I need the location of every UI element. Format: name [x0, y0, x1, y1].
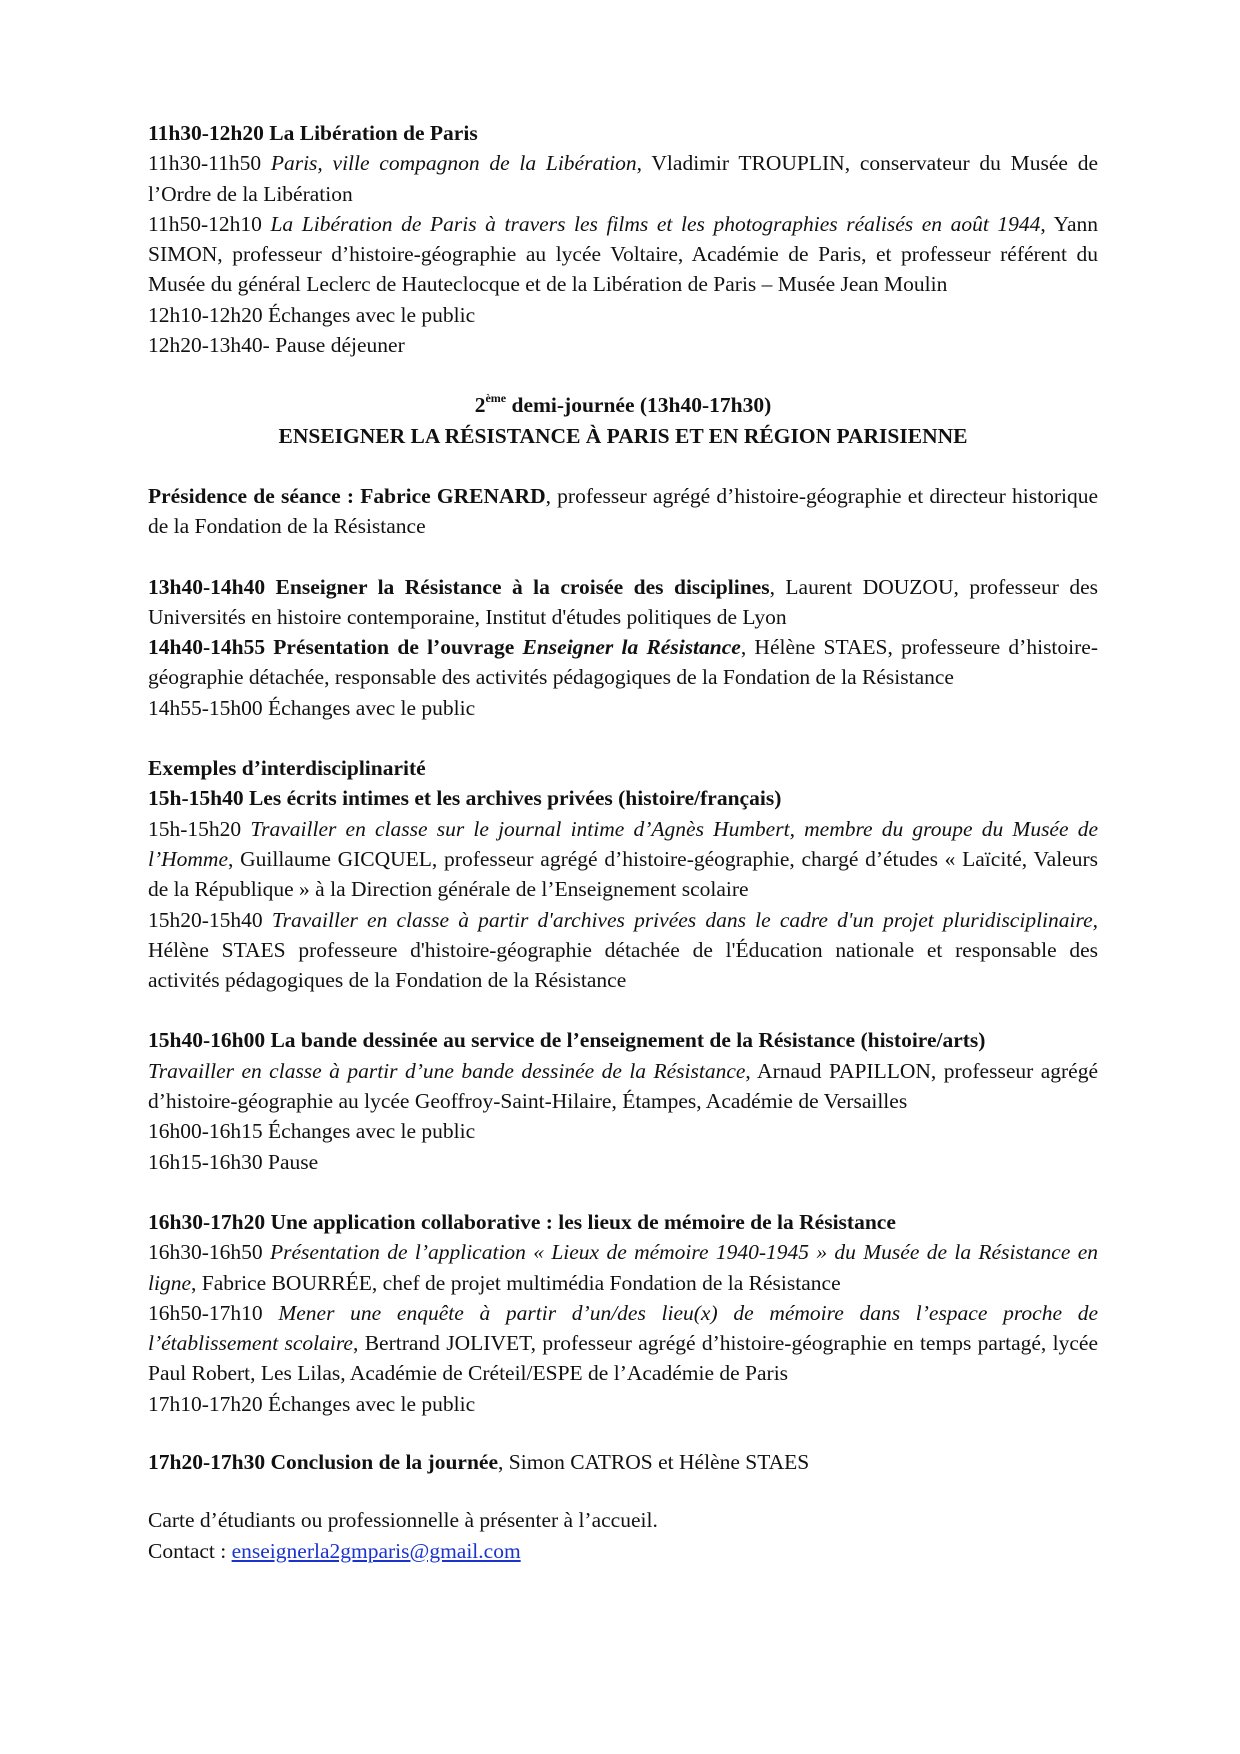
program-item: 13h40-14h40 Enseigner la Résistance à la croisée des disciplines, Laurent DOUZOU, professeur des Universités en histoire contemporaine, Institut d'études politiques de Lyon [148, 574, 1098, 629]
pause-line: 16h15-16h30 Pause [148, 1149, 319, 1174]
talk-title: Travailler en classe à partir d'archives privées dans le cadre d'un projet pluridisciplinaire, [271, 907, 1098, 932]
contact-line: Contact : enseignerla2gmparis@gmail.com [148, 1538, 521, 1563]
exchange-line: 12h10-12h20 Échanges avec le public [148, 302, 476, 327]
program-item: Travailler en classe à partir d’une bande dessinée de la Résistance, Arnaud PAPILLON, professeur agrégé d’histoire-géographie au lycée Geoffroy-Saint-Hilaire, Étampes, Académie de Versailles [148, 1058, 1098, 1114]
conclusion-line: 17h20-17h30 Conclusion de la journée, Simon CATROS et Hélène STAES [148, 1449, 810, 1474]
interdisciplinary-subheading: 15h-15h40 Les écrits intimes et les archives privées (histoire/français) [148, 786, 782, 811]
document-page [148, 118, 1098, 1566]
talk-speaker: , Yann SIMON, professeur d’histoire-géographie au lycée Voltaire, Académie de Paris, et professeur référent du Musée du général Leclerc de Hauteclocque et de la Libération de Paris – Musée Jean Moulin [148, 211, 1099, 297]
lunch-break-line: 12h20-13h40- Pause déjeuner [148, 333, 405, 358]
exchange-line: 14h55-15h00 Échanges avec le public [148, 695, 476, 720]
program-item: 15h-15h20 Travailler en classe sur le journal intime d’Agnès Humbert, membre du groupe du Musée de l’Homme, Guillaume GICQUEL, professeur agrégé d’histoire-géographie, chargé d’études « Laïcité, Valeurs de la République » à la Direction générale de l’Enseignement scolaire [148, 816, 1098, 902]
contact-email-link[interactable]: enseignerla2gmparis@gmail.com [231, 1538, 521, 1563]
talk-speaker: , Vladimir TROUPLIN, conservateur du Musée de l’Ordre de la Libération [148, 151, 1099, 206]
program-item: 11h30-11h50 Paris, ville compagnon de la Libération, Vladimir TROUPLIN, conservateur du Musée de l’Ordre de la Libération [148, 151, 1099, 206]
program-item: 15h20-15h40 Travailler en classe à partir d'archives privées dans le cadre d'un projet pluridisciplinaire, Hélène STAES professeure d'histoire-géographie détachée de l'Éducation nationale et responsable des activités pédagogiques de la Fondation de la Résistance [148, 907, 1098, 993]
app-heading: 16h30-17h20 Une application collaborative : les lieux de mémoire de la Résistance [148, 1209, 896, 1234]
interdisciplinary-heading: Exemples d’interdisciplinarité [148, 756, 426, 781]
program-item: 11h50-12h10 La Libération de Paris à travers les films et les photographies réalisés en août 1944, Yann SIMON, professeur d’histoire-géographie au lycée Voltaire, Académie de Paris, et professeur référent du Musée du général Leclerc de Hauteclocque et de la Libération de Paris – Musée Jean Moulin [148, 211, 1099, 297]
book-title: Enseigner la Résistance [522, 635, 741, 660]
program-item: 14h40-14h55 Présentation de l’ouvrage Enseigner la Résistance, Hélène STAES, professeure d’histoire-géographie détachée, responsable des activités pédagogiques de la Fondation de la Résistance [148, 635, 1098, 690]
exchange-line: 17h10-17h20 Échanges avec le public [148, 1391, 476, 1416]
program-item: 16h50-17h10 Mener une enquête à partir d’un/des lieu(x) de mémoire dans l’espace proche de l’établissement scolaire, Bertrand JOLIVET, professeur agrégé d’histoire-géographie en temps partagé, lycée Paul Robert, Les Lilas, Académie de Créteil/ESPE de l’Académie de Paris [148, 1300, 1098, 1386]
talk-title: La Libération de Paris à travers les films et les photographies réalisés en août 1944 [270, 211, 1041, 236]
session-presidency: Présidence de séance : Fabrice GRENARD, professeur agrégé d’histoire-géographie et directeur historique de la Fondation de la Résistance [148, 483, 1098, 539]
admission-note: Carte d’étudiants ou professionnelle à présenter à l’accueil. [148, 1508, 658, 1533]
program-item: 16h30-16h50 Présentation de l’application « Lieux de mémoire 1940-1945 » du Musée de la Résistance en ligne, Fabrice BOURRÉE, chef de projet multimédia Fondation de la Résistance [148, 1240, 1098, 1295]
section-heading-liberation: 11h30-12h20 La Libération de Paris [148, 121, 478, 145]
comics-heading: 15h40-16h00 La bande dessinée au service de l’enseignement de la Résistance (histoire/arts) [148, 1028, 986, 1053]
half-day-title: 2ème demi-journée (13h40-17h30) [474, 391, 772, 418]
talk-title: Mener une enquête à partir d’un/des lieu(x) de mémoire dans l’espace proche de l’établissement scolaire [148, 1300, 1098, 1356]
talk-title: Présentation de l’application « Lieux de mémoire 1940-1945 » du Musée de la Résistance en ligne [148, 1240, 1098, 1295]
talk-title: Paris, ville compagnon de la Libération [270, 151, 637, 176]
half-day-subtitle: ENSEIGNER LA RÉSISTANCE À PARIS ET EN RÉGION PARISIENNE [278, 423, 968, 448]
talk-title: Travailler en classe sur le journal intime d’Agnès Humbert, membre du groupe du Musée de l’Homme [148, 816, 1098, 871]
exchange-line: 16h00-16h15 Échanges avec le public [148, 1119, 476, 1144]
talk-title: Travailler en classe à partir d’une bande dessinée de la Résistance [148, 1058, 746, 1083]
